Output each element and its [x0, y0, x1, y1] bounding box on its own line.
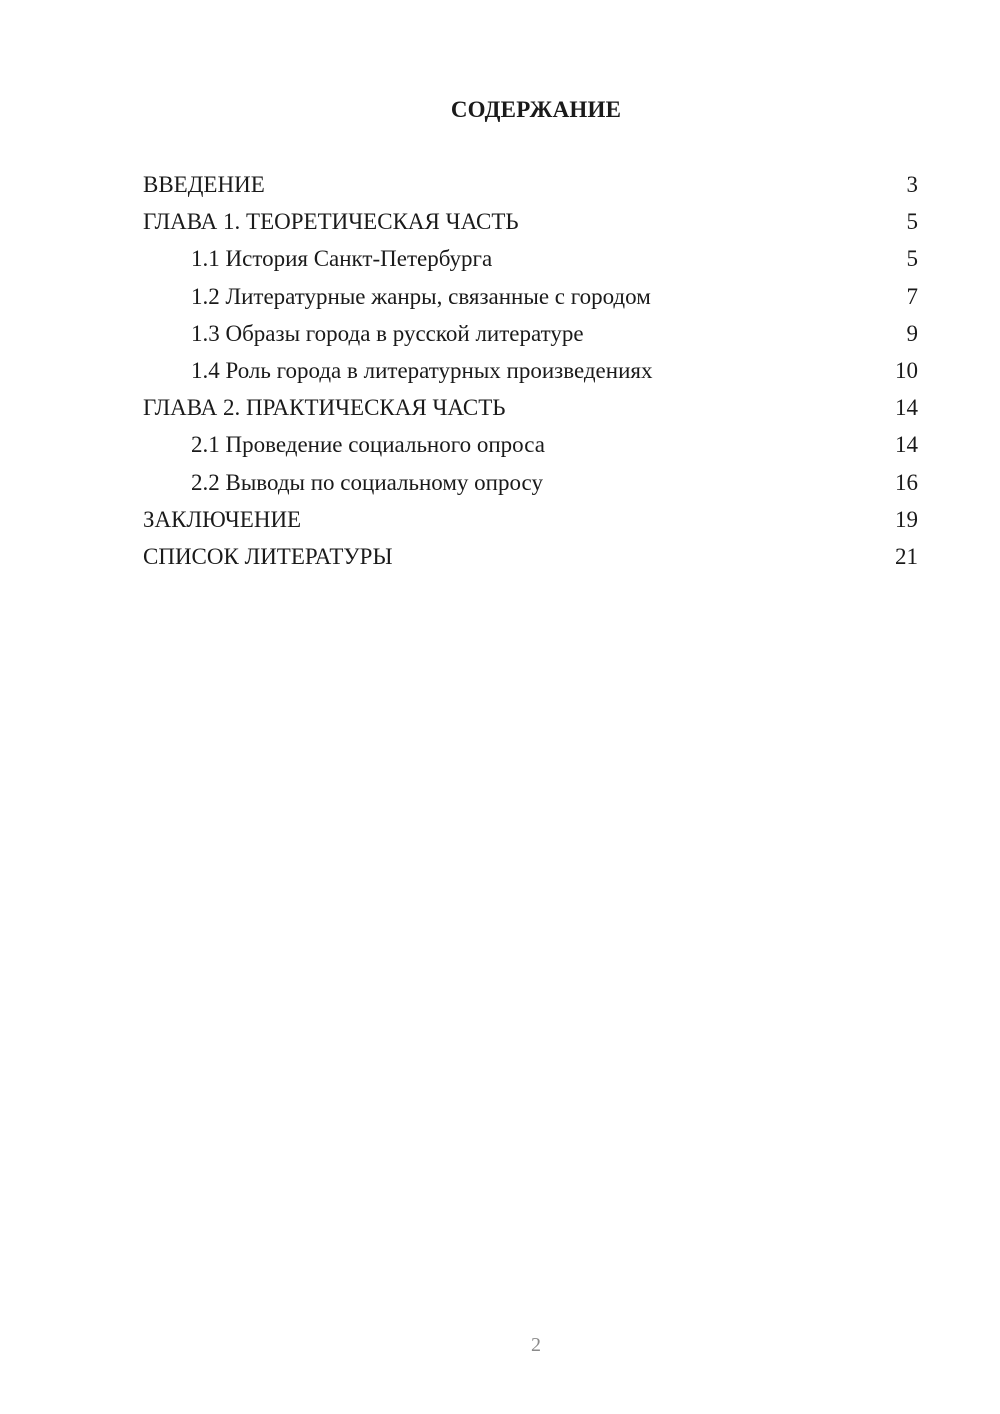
toc-entry-page: 21 [895, 543, 918, 569]
toc-entry-label: ГЛАВА 2. ПРАКТИЧЕСКАЯ ЧАСТЬ [143, 395, 506, 421]
toc-entry-label: ГЛАВА 1. ТЕОРЕТИЧЕСКАЯ ЧАСТЬ [143, 209, 519, 235]
toc-entry-page: 7 [906, 283, 918, 309]
page-number: 2 [531, 1334, 541, 1356]
toc-entry-page: 19 [895, 506, 918, 532]
toc-entry-section-1-1[interactable] [143, 242, 918, 279]
toc-entry-label: СПИСОК ЛИТЕРАТУРЫ [143, 543, 393, 569]
toc-entry-page: 10 [895, 357, 918, 383]
toc-entry-label: 1.2 Литературные жанры, связанные с городом [191, 283, 651, 309]
toc-entry-page: 16 [895, 469, 918, 495]
toc-entry-page: 5 [906, 209, 918, 235]
toc-entry-label: ВВЕДЕНИЕ [143, 172, 265, 197]
toc-entry-section-2-1[interactable] [143, 428, 918, 465]
toc-entry-chapter-1[interactable] [143, 205, 918, 242]
toc-entry-page: 3 [906, 172, 918, 197]
toc-entry-label: 1.3 Образы города в русской литературе [191, 320, 584, 346]
table-of-contents [143, 168, 918, 577]
toc-entry-page: 14 [895, 395, 918, 421]
toc-entry-conclusion[interactable] [143, 503, 918, 540]
toc-heading: СОДЕРЖАНИЕ [450, 97, 622, 122]
toc-entry-page: 5 [906, 246, 918, 272]
toc-entry-label: 2.2 Выводы по социальному опросу [191, 469, 543, 495]
toc-entry-page: 9 [906, 320, 918, 346]
toc-entry-label: 2.1 Проведение социального опроса [191, 432, 545, 458]
toc-entry-label: ЗАКЛЮЧЕНИЕ [143, 506, 302, 532]
toc-entry-section-1-2[interactable] [143, 280, 918, 317]
toc-entry-page: 14 [895, 432, 918, 458]
toc-entry-introduction[interactable] [143, 168, 918, 205]
toc-entry-chapter-2[interactable] [143, 391, 918, 428]
toc-entry-section-1-4[interactable] [143, 354, 918, 391]
toc-entry-section-2-2[interactable] [143, 466, 918, 503]
toc-entry-references[interactable] [143, 540, 918, 577]
toc-entry-section-1-3[interactable] [143, 317, 918, 354]
toc-entry-label: 1.1 История Санкт-Петербурга [191, 246, 493, 272]
toc-entry-label: 1.4 Роль города в литературных произведениях [191, 357, 653, 383]
